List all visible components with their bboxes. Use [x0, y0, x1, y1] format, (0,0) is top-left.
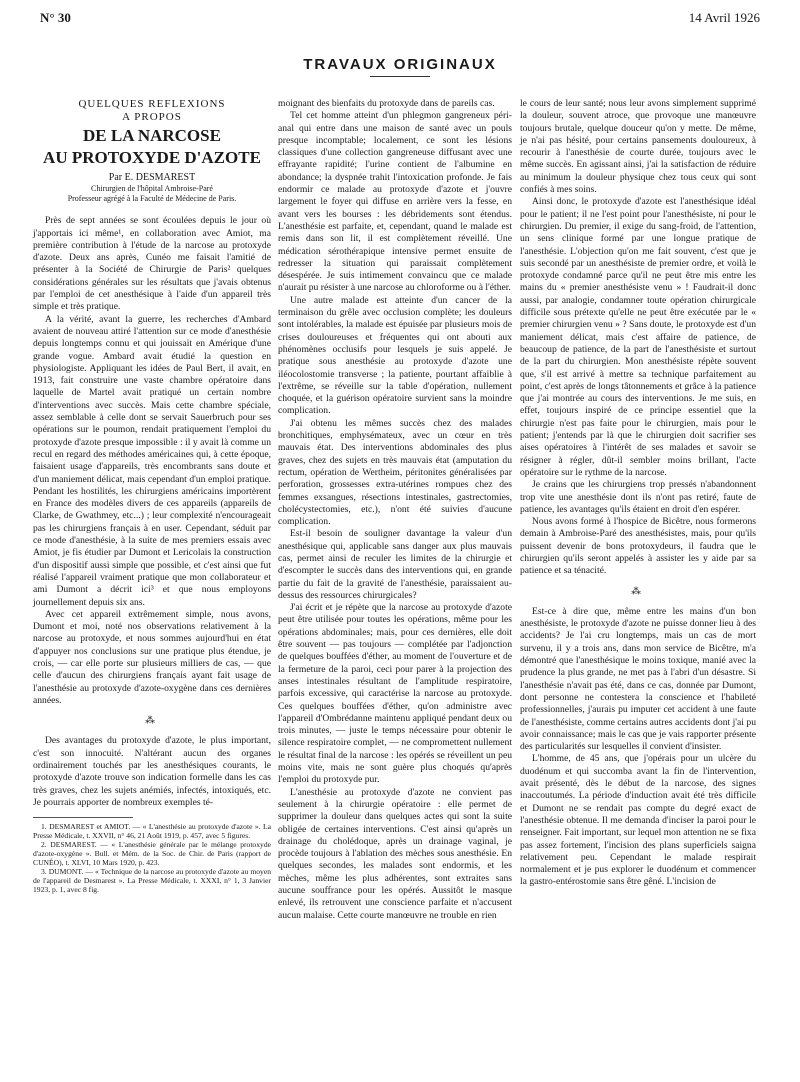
author-affiliation-2: Professeur agrégé à la Faculté de Médecine de Paris.	[67, 193, 237, 203]
column-3	[520, 98, 756, 889]
article-title-line-2: A PROPOS	[122, 111, 182, 123]
paragraph: L'homme, de 45 ans, que j'opérais pour un ulcère du duodénum et qui succomba avant la fin de l'intervention, avait présenté, dès le début de la narcose, des signes inaccoutumés. La période d'induction avait été très difficile et Dumont ne se rendait pas compte du degré exact de l'anesthésie obtenue. Il me demanda d'inciser la paroi pour le renseigner. Fait important, sur lequel mon attention ne se fixa pas assez fortement, l'incision des plans superficiels saigna relativement peu. Cependant le malade respirait normalement et je pus explorer le duodénum et commencer la gastro-entérostomie sans être gêné. L'incision de	[520, 753, 756, 888]
article-title-line-3: DE LA NARCOSE	[83, 126, 221, 145]
title-rule	[370, 76, 430, 77]
paragraph: Je crains que les chirurgiens trop pressés n'abandonnent trop vite une anesthésie dont ils n'ont pas retiré, faute de patience, les avantages qu'ils étaient en droit d'en espérer.	[520, 479, 756, 515]
footnote: 2. DESMAREST. — « L'anesthésie générale par le mélange protoxyde d'azote-oxygène ». Bull. et Mém. de la Soc. de Chir. de Paris (rapport de CUNÉO), t. XLVI, 10 Mars 1920, p. 423.	[33, 840, 271, 868]
section-title: TRAVAUX ORIGINAUX	[303, 56, 497, 73]
paragraph: Tel cet homme atteint d'un phlegmon gangreneux péri-anal qui entre dans une maison de santé avec un pouls presque incomptable; localement, ce sont les lésions classiques d'une collection gangreneuse diffusant avec une effrayante rapidité; l'urine contient de l'albumine en abondance; la dyspnée trahit l'intoxication profonde. Je fais endormir ce malade au protoxyde d'azote et j'ouvre largement le foyer qui diffuse en arrière vers la fesse, en avant vers les bourses : les débridements sont étendus. L'anesthésie est parfaite, et, cependant, quand le malade est remis dans son lit, il est complètement réveillé. Une médication sérothérapique intensive permet ensuite de redresser la situation qui paraissait complètement désespérée. Je suis intimement convaincu que ce malade n'aurait pu résister à une narcose au chloroforme ou à l'éther.	[278, 110, 512, 294]
paragraph: Est-il besoin de souligner davantage la valeur d'un anesthésique qui, applicable sans danger aux plus mauvais cas, permet ainsi de reculer les limites de la chirurgie et d'escompter le succès dans des interventions qui, en grande partie du fait de la gravité de l'anesthésie, paraissaient au-dessus des ressources chirurgicales?	[278, 528, 512, 601]
paragraph: Avec cet appareil extrêmement simple, nous avons, Dumont et moi, noté nos observations relativement à la narcose au protoxyde, et nous sommes aujourd'hui en état d'appuyer nos conclusions sur une pratique plus étendue, je crois, — car elle porte sur plusieurs milliers de cas, — que celle d'aucun des chirurgiens français ayant fait usage de l'anesthésie au protoxyde d'azote-oxygène dans ces dernières années.	[33, 608, 271, 706]
column-1	[33, 98, 271, 894]
paragraph: Nous avons formé à l'hospice de Bicêtre, nous formerons demain à Ambroise-Paré des anesthésistes, mais, pour qu'ils puissent devenir de bons protoxydeurs, il faudra que le chirurgien qu'ils seront appelés à assister les y aide par sa patience et sa ténacité.	[520, 516, 756, 577]
paragraph: L'anesthésie au protoxyde d'azote ne convient pas seulement à la chirurgie opératoire : elle permet de supprimer la douleur dans quelques actes qui sont la suite obligée de certaines interventions. C'est ainsi qu'après un drainage du cholédoque, après un drainage vaginal, je procède toujours à l'ablation des mèches sous anesthésie. En quelques secondes, les malades sont endormis, et les mèches, même les plus adhérentes, sont extraites sans aucune souffrance pour les opérés. Aussitôt le masque enlevé, ils retrouvent une conscience parfaite et n'accusent aucun malaise. Cette courte manœuvre ne trouble en rien	[278, 786, 512, 921]
section-separator: ⁂	[145, 715, 159, 727]
paragraph: Près de sept années se sont écoulées depuis le jour où j'apportais ici même¹, en collaboration avec Amiot, ma première contribution à l'étude de la narcose au protoxyde d'azote. Deux ans après, Cunéo me faisait l'amitié de présenter à la Société de Chirurgie de Paris² quelques considérations générales sur les résultats que j'avais obtenus par l'emploi de cet anesthésique à l'aide d'un appareil très simple et très pratique.	[33, 215, 271, 313]
paragraph: J'ai écrit et je répète que la narcose au protoxyde d'azote peut être utilisée pour toutes les opérations, même pour les opérations abdominales; mais, pour ces dernières, elle doit être souvent — pas toujours — complétée par l'adjonction de quelques bouffées d'éther, au moment de l'ouverture et de la fermeture de la paroi, ceci pour parer à la projection des anses intestinales résultant de l'amplitude respiratoire, parfois excessive, qui caractérise la narcose au protoxyde. Ces quelques bouffées d'éther, qu'on administre avec l'appareil d'Ombrédanne maintenu appliqué pendant deux ou trois minutes, — juste le temps nécessaire pour obtenir le silence respiratoire complet, — ne compromettent nullement le résultat final de la narcose : les opérés se réveillent un peu moins vite, mais ne sont guère plus choqués qu'après l'emploi du protoxyde pur.	[278, 602, 512, 786]
paragraph: moignant des bienfaits du protoxyde dans de pareils cas.	[278, 98, 495, 109]
footnote: 1. DESMAREST et AMIOT. — « L'anesthésie au protoxyde d'azote ». La Presse Médicale, t. XXVII, n° 46, 21 Août 1919, p. 457, avec 5 figures.	[33, 822, 271, 841]
article-author: Par E. DESMAREST	[108, 172, 196, 183]
page-number: N° 30	[40, 10, 71, 25]
paragraph: J'ai obtenu les mêmes succès chez des malades bronchitiques, emphysémateux, avec un cœur en très mauvais état. Des interventions abdominales des plus graves, chez des sujets en très mauvais état (amputation du rectum, opération de Wertheim, péritonites généralisées par perforation, grossesses extra-utérines rompues chez des femmes exsangues, résections intestinales, gastrectomies, cholécystectomies, etc.), n'ont été suivies d'aucune complication.	[278, 417, 512, 528]
paragraph: le cours de leur santé; nous leur avons simplement supprimé la douleur, souvent atroce, que provoque une manœuvre toujours brutale, quelque douceur qu'on y mette. De même, je n'ai pas hésité, pour certains pansements douloureux, à recourir à l'anesthésie de courte durée, toujours avec le même succès. En agissant ainsi, j'ai la satisfaction de réduire au minimum la douleur physique chez tous ceux qui sont confiés à mes soins.	[520, 98, 756, 196]
author-affiliation-1: Chirurgien de l'hôpital Ambroise-Paré	[91, 184, 213, 194]
footnote: 3. DUMONT. — « Technique de la narcose au protoxyde d'azote au moyen de l'appareil de Desmarest ». La Presse Médicale, t. XXXI, n° 1, 3 Janvier 1923, p. 1, avec 8 fig.	[33, 867, 271, 895]
footnote-rule	[33, 817, 133, 818]
paragraph: Est-ce à dire que, même entre les mains d'un bon anesthésiste, le protoxyde d'azote ne puisse donner lieu à des accidents? Je l'ai cru longtemps, mais un cas de mort survenu, il y a trois ans, dans mon service de Bicêtre, m'a démontré que l'anesthésique le moins toxique, manié avec la prudence la plus grande, ne met pas à l'abri d'un désastre. Si l'anesthésie n'avait pas été, dans ce cas, donnée par Dumont, dont personne ne contestera la conscience et l'habileté professionnelles, j'aurais pu imputer cet accident à une faute de l'anesthésiste, comme certains autres accidents dont j'ai pu avoir connaissance; mais le cas que je vais rapporter présente des particularités sur lesquelles il convient d'insister.	[520, 605, 756, 753]
column-2	[278, 98, 512, 922]
article-title-line-1: QUELQUES REFLEXIONS	[78, 98, 226, 110]
paragraph: Des avantages du protoxyde d'azote, le plus important, c'est son innocuité. N'altérant aucun des organes ordinairement touchés par les anesthésiques courants, le protoxyde d'azote trouve son indication formelle dans les cas très graves, chez les sujets anémiés, infectés, intoxiqués, etc. Je pourrais apporter de nombreux exemples té-	[33, 735, 271, 808]
paragraph: Une autre malade est atteinte d'un cancer de la terminaison du grêle avec occlusion complète; les douleurs sont intolérables, la malade est épuisée par plusieurs mois de crises douloureuses et fréquentes qui ont abouti aux phénomènes occlusifs pour lesquels je suis appelé. Je pratique sous anesthésie au protoxyde d'azote une iléocolostomie transverse ; la patiente, pourtant affaiblie à l'extrême, se réveille sur la table d'opération, nullement choquée, et la guérison opératoire survient sans la moindre complication.	[278, 294, 512, 417]
issue-date: 14 Avril 1926	[688, 10, 760, 25]
section-separator: ⁂	[631, 585, 645, 597]
article-title-line-4: AU PROTOXYDE D'AZOTE	[43, 148, 261, 167]
paragraph: Ainsi donc, le protoxyde d'azote est l'anesthésique idéal pour le patient; il ne l'est point pour l'anesthésiste, ni pour le chirurgien. Du premier, il exige du sang-froid, de l'attention, un sens clinique formé par une longue pratique de l'anesthésie. L'objection qu'on me fait souvent, c'est que je suis secondé par un anesthésiste de premier ordre, et voilà le protoxyde condamné parce qu'il ne peut être mis entre les mains du « premier anesthésiste venu » ! Faudrait-il donc aussi, par analogie, condamner toute opération chirurgicale difficile sous prétexte qu'elle ne peut être exécutée par le « premier chirurgien venu » ? Sans doute, le protoxyde est d'un maniement délicat, mais c'est affaire de patience, de beaucoup de patience, de la part de l'anesthésiste et surtout de la part du chirurgien. Mon anesthésiste répète souvent que, s'il est arrivé à mettre sa technique parfaitement au point, c'est après de longs tâtonnements et grâce à la patience que j'ai montrée au cours des interventions. Je me suis, en effet, toujours inspiré de ce principe essentiel que la chirurgie n'est pas faite pour le chirurgien, mais pour le patient; j'entends par là que le chirurgien doit sacrifier ses aises opératoires à l'intérêt de ses malades et savoir se résigner à régler, dût-il sembler moins brillant, l'acte opératoire sur le rythme de la narcose.	[520, 196, 756, 478]
paragraph: A la vérité, avant la guerre, les recherches d'Ambard avaient de nouveau attiré l'attention sur ce mode d'anesthésie depuis longtemps connu et qui jouissait en Amérique d'une grande vogue. Ambard avait étudié la question en physiologiste. Appliquant les idées de Paul Bert, il avait, en 1913, fait construire une vaste chambre opératoire dans laquelle de Martel avait pratiqué un certain nombre d'interventions avec succès. Mais cette chambre spéciale, assez semblable à celle dont se servait Sauerbruch pour ses opérations sur le poumon, rendait pratiquement l'emploi du protoxyde d'azote presque impossible : il y avait là comme un recul en regard des méthodes américaines qui, à cette époque, faisaient usage d'appareils, très encombrants sans doute et d'un maniement délicat, mais cependant d'un emploi pratique. Pendant les hostilités, les chirurgiens américains importèrent en France des modèles divers de ces appareils (appareils de Clarke, de Gwathmey, etc...) ; leur complexité n'encourageait pas les chirurgiens français à en user. Cependant, séduit par ce mode d'anesthésie, à la suite de mes premiers essais avec Amiot, je fis étudier par Dumont et Lericolais la construction d'un dispositif aussi simple que possible, et c'est ainsi que fut réalisé l'appareil vraiment pratique que mon collaborateur et ami Dumont a décrit ici³ et que nous employons journellement depuis six ans.	[33, 313, 271, 608]
